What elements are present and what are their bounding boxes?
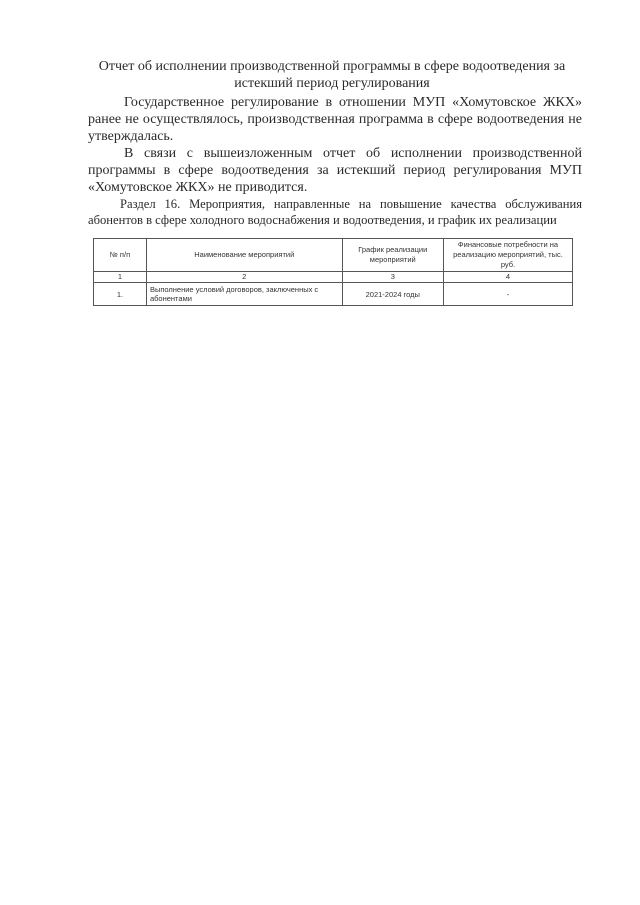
paragraph-regulation: Государственное регулирование в отношении МУП «Хомутовское ЖКХ» ранее не осуществлялось, производственная программа в сфере водоотведения не утверждалась.	[88, 95, 582, 144]
header-measure-name: Наименование мероприятий	[146, 239, 342, 272]
column-number-2: 2	[146, 272, 342, 283]
row-schedule: 2021-2024 годы	[342, 283, 443, 306]
row-number: 1.	[94, 283, 147, 306]
header-finance: Финансовые потребности на реализацию мероприятий, тыс. руб.	[443, 239, 572, 272]
section-16-heading: Раздел 16. Мероприятия, направленные на повышение качества обслуживания абонентов в сфере холодного водоснабжения и водоотведения, и график их реализации	[88, 197, 582, 227]
column-number-1: 1	[94, 272, 147, 283]
column-number-3: 3	[342, 272, 443, 283]
report-title: Отчет об исполнении производственной программы в сфере водоотведения за истекший период регулирования	[98, 59, 566, 91]
table-row	[94, 283, 573, 306]
paragraph-report-not-provided: В связи с вышеизложенным отчет об исполнении производственной программы в сфере водоотведения за истекший период регулирования МУП «Хомутовское ЖКХ» не приводится.	[88, 146, 582, 195]
table-header-row	[94, 239, 573, 272]
header-schedule: График реализации мероприятий	[342, 239, 443, 272]
header-number: № п/п	[94, 239, 147, 272]
row-measure-name: Выполнение условий договоров, заключенных с абонентами	[146, 283, 342, 306]
measures-table	[93, 238, 573, 306]
row-finance: -	[443, 283, 572, 306]
column-number-4: 4	[443, 272, 572, 283]
table-column-numbers-row	[94, 272, 573, 283]
